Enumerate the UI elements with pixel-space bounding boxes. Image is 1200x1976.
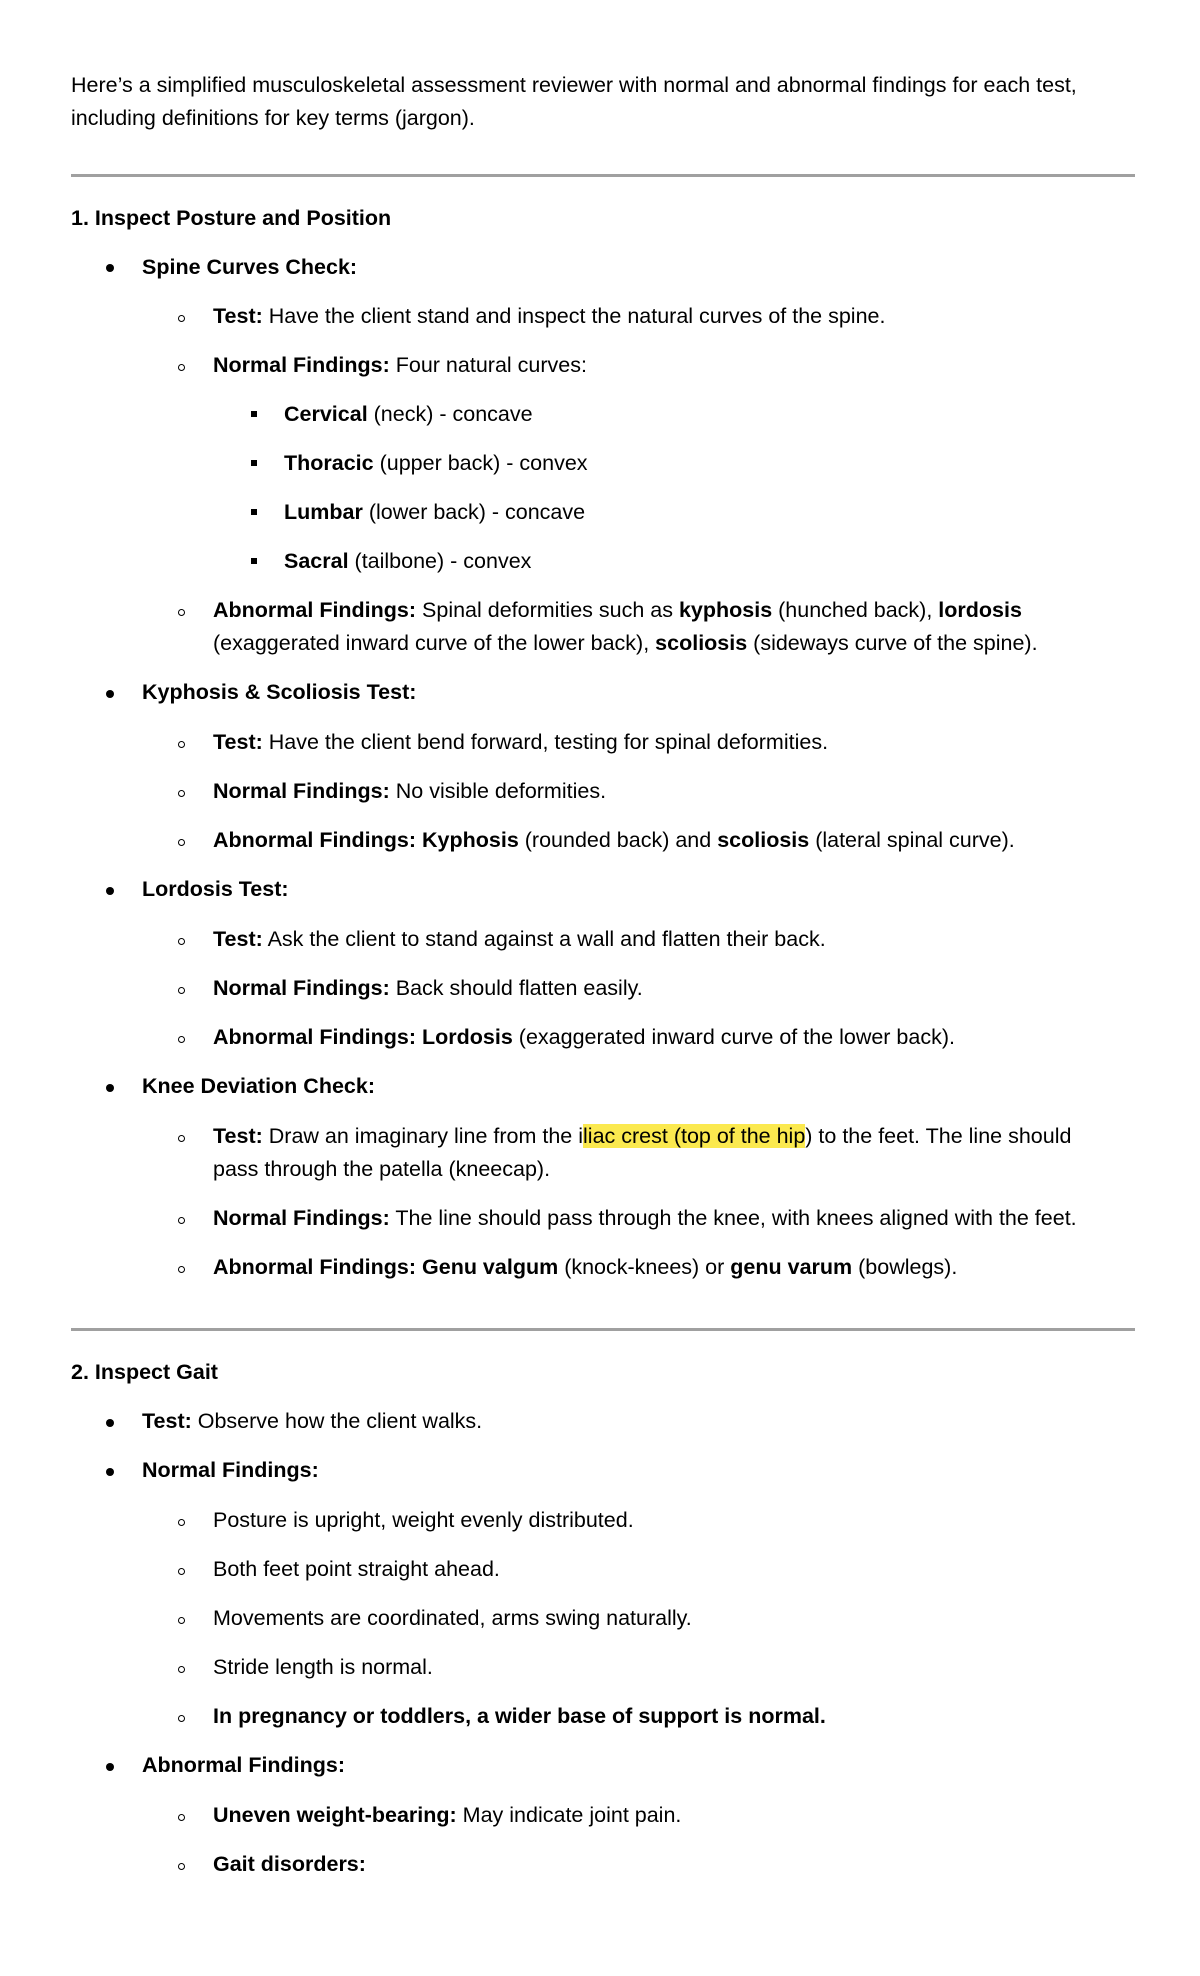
divider (71, 174, 1135, 177)
bullet-circle (178, 1519, 185, 1526)
test-item: Test: Observe how the client walks. (142, 1409, 483, 1433)
list-item: Stride length is normal. (213, 1655, 433, 1679)
bullet-square (251, 411, 257, 417)
normal-findings-item: Normal Findings: Four natural curves: (213, 353, 587, 377)
test-item: Test: Have the client stand and inspect the natural curves of the spine. (213, 304, 886, 328)
bullet-circle (178, 741, 185, 748)
test-item: Test: Have the client bend forward, testing for spinal deformities. (213, 730, 829, 754)
normal-findings-item: Normal Findings: The line should pass through the knee, with knees aligned with the feet. (213, 1206, 1077, 1230)
abnormal-findings-item: Abnormal Findings: Genu valgum (knock-knees) or genu varum (bowlegs). (213, 1255, 958, 1279)
abnormal-findings-item: Abnormal Findings: Kyphosis (rounded back) and scoliosis (lateral spinal curve). (213, 828, 1015, 852)
list-item: Movements are coordinated, arms swing naturally. (213, 1606, 692, 1630)
bullet-dot (106, 1084, 114, 1092)
bullet-circle (178, 1217, 185, 1224)
abnormal-findings-item-cont: (exaggerated inward curve of the lower back), scoliosis (sideways curve of the spine). (213, 631, 1038, 655)
bullet-dot (106, 690, 114, 698)
test-item: Test: Ask the client to stand against a wall and flatten their back. (213, 927, 826, 951)
bullet-circle (178, 790, 185, 797)
subsection-title: Knee Deviation Check: (142, 1074, 375, 1098)
curve-item: Thoracic (upper back) - convex (284, 451, 588, 475)
curve-item: Cervical (neck) - concave (284, 402, 533, 426)
abnormal-findings-item: Abnormal Findings: Spinal deformities such as kyphosis (hunched back), lordosis (213, 598, 1022, 622)
section-heading: 1. Inspect Posture and Position (71, 206, 392, 230)
curve-item: Sacral (tailbone) - convex (284, 549, 532, 573)
bullet-dot (106, 1468, 114, 1476)
curve-item: Lumbar (lower back) - concave (284, 500, 586, 524)
normal-findings-item: Normal Findings: Back should flatten easily. (213, 976, 643, 1000)
bullet-circle (178, 1617, 185, 1624)
section-heading: 2. Inspect Gait (71, 1360, 218, 1384)
abnormal-findings-item: Uneven weight-bearing: May indicate joint pain. (213, 1803, 682, 1827)
abnormal-findings-item: Gait disorders: (213, 1852, 366, 1876)
subsection-title: Normal Findings: (142, 1458, 319, 1482)
bullet-square (251, 509, 257, 515)
bullet-circle (178, 987, 185, 994)
bullet-circle (178, 315, 185, 322)
subsection-title: Abnormal Findings: (142, 1753, 346, 1777)
bullet-circle (178, 938, 185, 945)
bullet-circle (178, 1266, 185, 1273)
bullet-dot (106, 887, 114, 895)
bullet-circle (178, 1666, 185, 1673)
list-item-bold: In pregnancy or toddlers, a wider base of support is normal. (213, 1704, 826, 1728)
test-item-cont: pass through the patella (kneecap). (213, 1157, 551, 1181)
bullet-dot (106, 264, 114, 272)
bullet-circle (178, 364, 185, 371)
subsection-title: Spine Curves Check: (142, 255, 358, 279)
list-item: Both feet point straight ahead. (213, 1557, 500, 1581)
intro-paragraph: Here’s a simplified musculoskeletal assessment reviewer with normal and abnormal findings for each test, including definitions for key terms (jargon). (71, 73, 1077, 130)
bullet-circle (178, 1715, 185, 1722)
bullet-circle (178, 1863, 185, 1870)
bullet-circle (178, 1814, 185, 1821)
divider (71, 1328, 1135, 1331)
bullet-circle (178, 1568, 185, 1575)
bullet-dot (106, 1419, 114, 1427)
subsection-title: Kyphosis & Scoliosis Test: (142, 680, 417, 704)
abnormal-findings-item: Abnormal Findings: Lordosis (exaggerated inward curve of the lower back). (213, 1025, 955, 1049)
normal-findings-item: Normal Findings: No visible deformities. (213, 779, 607, 803)
test-item: Test: Draw an imaginary line from the iliac crest (top of the hip) to the feet. The line should (213, 1124, 1072, 1148)
bullet-square (251, 558, 257, 564)
bullet-circle (178, 1135, 185, 1142)
bullet-dot (106, 1763, 114, 1771)
highlighted-text: liac crest (top of the hip (583, 1124, 806, 1148)
list-item: Posture is upright, weight evenly distributed. (213, 1508, 634, 1532)
bullet-circle (178, 1036, 185, 1043)
bullet-square (251, 460, 257, 466)
subsection-title: Lordosis Test: (142, 877, 289, 901)
bullet-circle (178, 609, 185, 616)
bullet-circle (178, 839, 185, 846)
